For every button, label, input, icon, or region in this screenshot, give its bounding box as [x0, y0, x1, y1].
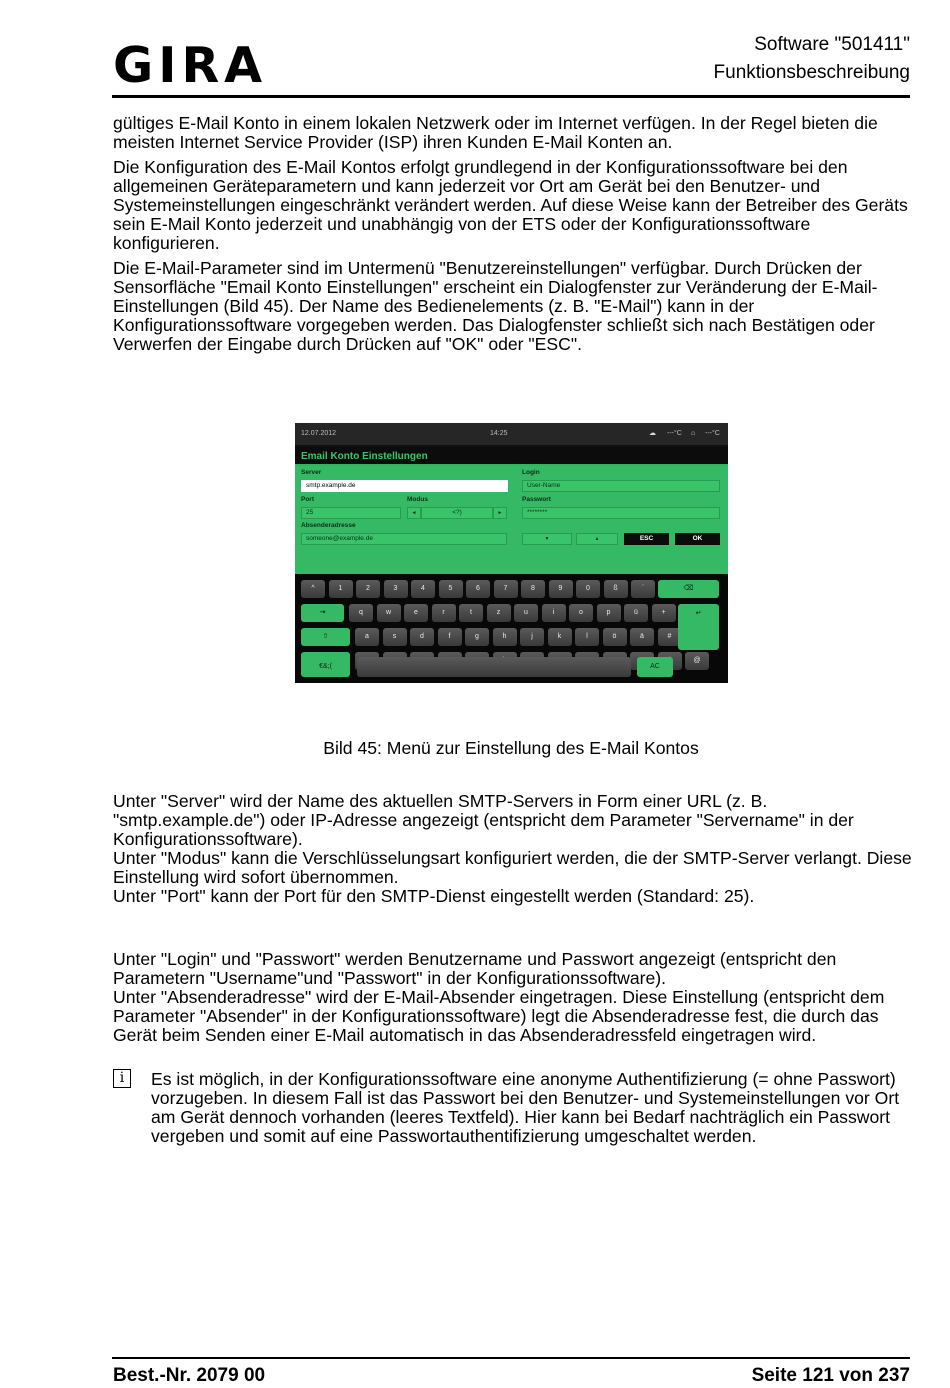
status-date: 12.07.2012: [301, 430, 337, 437]
key-r2-10[interactable]: p: [597, 604, 621, 622]
symbols-key[interactable]: €&;(: [301, 657, 350, 677]
enter-key[interactable]: ↵: [678, 604, 719, 650]
modus-prev-button[interactable]: ◄: [407, 507, 421, 519]
info-icon: i: [113, 1069, 131, 1088]
key-r1-9[interactable]: 8: [521, 580, 545, 598]
footer-rule: [112, 1357, 910, 1359]
login-input[interactable]: User-Name: [522, 480, 720, 492]
key-r1-13[interactable]: ´: [631, 580, 655, 598]
ok-button[interactable]: OK: [675, 533, 720, 545]
label-server: Server: [301, 469, 322, 476]
key-r1-12[interactable]: ß: [604, 580, 628, 598]
scroll-down-button[interactable]: ▼: [522, 533, 572, 545]
figure-caption: Bild 45: Menü zur Einstellung des E-Mail Kontos: [323, 738, 699, 758]
key-r2-12[interactable]: +: [652, 604, 676, 622]
doc-type-label: Funktionsbeschreibung: [713, 62, 910, 83]
key-r1-10[interactable]: 9: [549, 580, 573, 598]
port-input[interactable]: 25: [301, 507, 401, 519]
label-modus: Modus: [407, 496, 428, 503]
key-r3-11[interactable]: ä: [630, 628, 654, 646]
key-r2-9[interactable]: o: [569, 604, 593, 622]
status-temp-outdoor: ---°C: [667, 430, 682, 437]
space-key[interactable]: [357, 657, 631, 677]
key-r3-12[interactable]: #: [658, 628, 682, 646]
key-r3-4[interactable]: f: [438, 628, 462, 646]
key-r3-1[interactable]: a: [355, 628, 379, 646]
modus-select[interactable]: <?): [421, 507, 493, 519]
key-r1-6[interactable]: 5: [439, 580, 463, 598]
key-r2-2[interactable]: w: [377, 604, 401, 622]
key-r3-9[interactable]: l: [575, 628, 599, 646]
modus-next-button[interactable]: ►: [493, 507, 507, 519]
header-rule: [112, 95, 910, 98]
paragraph-2: Die Konfiguration des E-Mail Kontos erfolgt grundlegend in der Konfigurationssoftware bei den allgemeinen Geräteparametern und kann jederzeit vor Ort am Gerät bei den Benutzer- und Systemeinstellungen eingeschränkt verändert werden. Auf diese Weise kann der Betreiber des Geräts sein E-Mail Konto jederzeit und unabhängig von der ETS oder der Konfigurationssoftware konfigurieren.: [113, 157, 908, 253]
key-r1-7[interactable]: 6: [466, 580, 490, 598]
label-login: Login: [522, 469, 540, 476]
label-passwort: Passwort: [522, 496, 551, 503]
key-r3-5[interactable]: g: [465, 628, 489, 646]
paragraph-login: Unter "Login" und "Passwort" werden Benutzername und Passwort angezeigt (entspricht den Parametern "Username"und "Passwort" in der Konfigurationssoftware).: [113, 949, 837, 988]
key-r1-8[interactable]: 7: [494, 580, 518, 598]
home-icon: ⌂: [691, 430, 696, 437]
paragraph-modus: Unter "Modus" kann die Verschlüsselungsart konfiguriert werden, die der SMTP-Server verlangt. Diese Einstellung wird sofort übernommen.: [113, 848, 912, 887]
key-r2-8[interactable]: i: [542, 604, 566, 622]
sender-address-input[interactable]: someone@example.de: [301, 533, 507, 545]
key-r2-11[interactable]: ü: [624, 604, 648, 622]
dialog-title: Email Konto Einstellungen: [295, 447, 728, 466]
key-r2-7[interactable]: u: [514, 604, 538, 622]
key-r1-5[interactable]: 4: [411, 580, 435, 598]
key-r3-8[interactable]: k: [548, 628, 572, 646]
software-label: Software "501411": [754, 34, 910, 55]
status-temp-indoor: ---°C: [705, 430, 720, 437]
settings-panel: [295, 466, 728, 574]
tab-key[interactable]: ⇥: [301, 604, 344, 622]
key-r2-1[interactable]: q: [349, 604, 373, 622]
key-r2-4[interactable]: r: [432, 604, 456, 622]
paragraph-port: Unter "Port" kann der Port für den SMTP-Dienst eingestellt werden (Standard: 25).: [113, 886, 755, 906]
key-r1-4[interactable]: 3: [384, 580, 408, 598]
key-r2-6[interactable]: z: [487, 604, 511, 622]
key-r2-3[interactable]: e: [404, 604, 428, 622]
key-r1-2[interactable]: 1: [329, 580, 353, 598]
label-absenderadresse: Absenderadresse: [301, 522, 356, 529]
note-text: Es ist möglich, in der Konfigurationssoftware eine anonyme Authentifizierung (= ohne Passwort) vorzugeben. In diesem Fall ist das Passwort bei den Benutzer- und Systemeinstellungen vor Ort am Gerät dennoch vorhanden (leeres Textfeld). Hier kann bei Bedarf nachträglich ein Passwort vergeben und somit auf eine Passwortauthentifizierung umgeschaltet werden.: [151, 1069, 900, 1146]
key-r3-6[interactable]: h: [493, 628, 517, 646]
figure-screenshot: [295, 423, 728, 683]
password-input[interactable]: ********: [522, 507, 720, 519]
status-bar: [295, 423, 728, 445]
label-port: Port: [301, 496, 314, 503]
key-r1-1[interactable]: ^: [301, 580, 325, 598]
key-r3-7[interactable]: j: [520, 628, 544, 646]
paragraph-server: Unter "Server" wird der Name des aktuellen SMTP-Servers in Form einer URL (z. B. "smtp.example.de") oder IP-Adresse angezeigt (entspricht dem Parameter "Servername" in der Konfigurationssoftware).: [113, 791, 854, 849]
key-r3-3[interactable]: d: [410, 628, 434, 646]
server-input[interactable]: smtp.example.de: [301, 480, 508, 492]
paragraph-1: gültiges E-Mail Konto in einem lokalen Netzwerk oder im Internet verfügen. In der Regel bieten die meisten Internet Service Provider (ISP) ihren Kunden E-Mail Konten an.: [113, 113, 878, 152]
key-r1-11[interactable]: 0: [576, 580, 600, 598]
key-r4-13[interactable]: @: [685, 652, 709, 670]
esc-button[interactable]: ESC: [624, 533, 669, 545]
ac-key[interactable]: AC: [637, 657, 673, 677]
key-r2-5[interactable]: t: [459, 604, 483, 622]
status-time: 14:25: [490, 430, 508, 437]
backspace-key[interactable]: ⌫: [658, 580, 719, 598]
key-r3-10[interactable]: ö: [603, 628, 627, 646]
key-r1-3[interactable]: 2: [356, 580, 380, 598]
paragraph-3: Die E-Mail-Parameter sind im Untermenü "Benutzereinstellungen" verfügbar. Durch Drücken der Sensorfläche "Email Konto Einstellungen" erscheint ein Dialogfenster zur Veränderung der E-Mail-Einstellungen (Bild 45). Der Name des Bedienelements (z. B. "E-Mail") kann in der Konfigurationssoftware vorgegeben werden. Das Dialogfenster schließt sich nach Bestätigen oder Verwerfen der Eingabe durch Drücken auf "OK" oder "ESC".: [113, 258, 878, 354]
paragraph-absender: Unter "Absenderadresse" wird der E-Mail-Absender eingetragen. Diese Einstellung (entspricht dem Parameter "Absender" in der Konfigurationssoftware) legt die Absenderadresse fest, die durch das Gerät beim Senden einer E-Mail automatisch in das Absenderadressfeld eingetragen wird.: [113, 987, 885, 1045]
scroll-up-button[interactable]: ▲: [576, 533, 618, 545]
sun-cloud-icon: ☁: [649, 430, 656, 437]
order-number: Best.-Nr. 2079 00: [113, 1365, 266, 1386]
gira-logo: GIRA: [113, 37, 268, 94]
caps-lock-key[interactable]: ⇧: [301, 628, 350, 646]
key-r3-2[interactable]: s: [383, 628, 407, 646]
page-number: Seite 121 von 237: [751, 1365, 910, 1386]
